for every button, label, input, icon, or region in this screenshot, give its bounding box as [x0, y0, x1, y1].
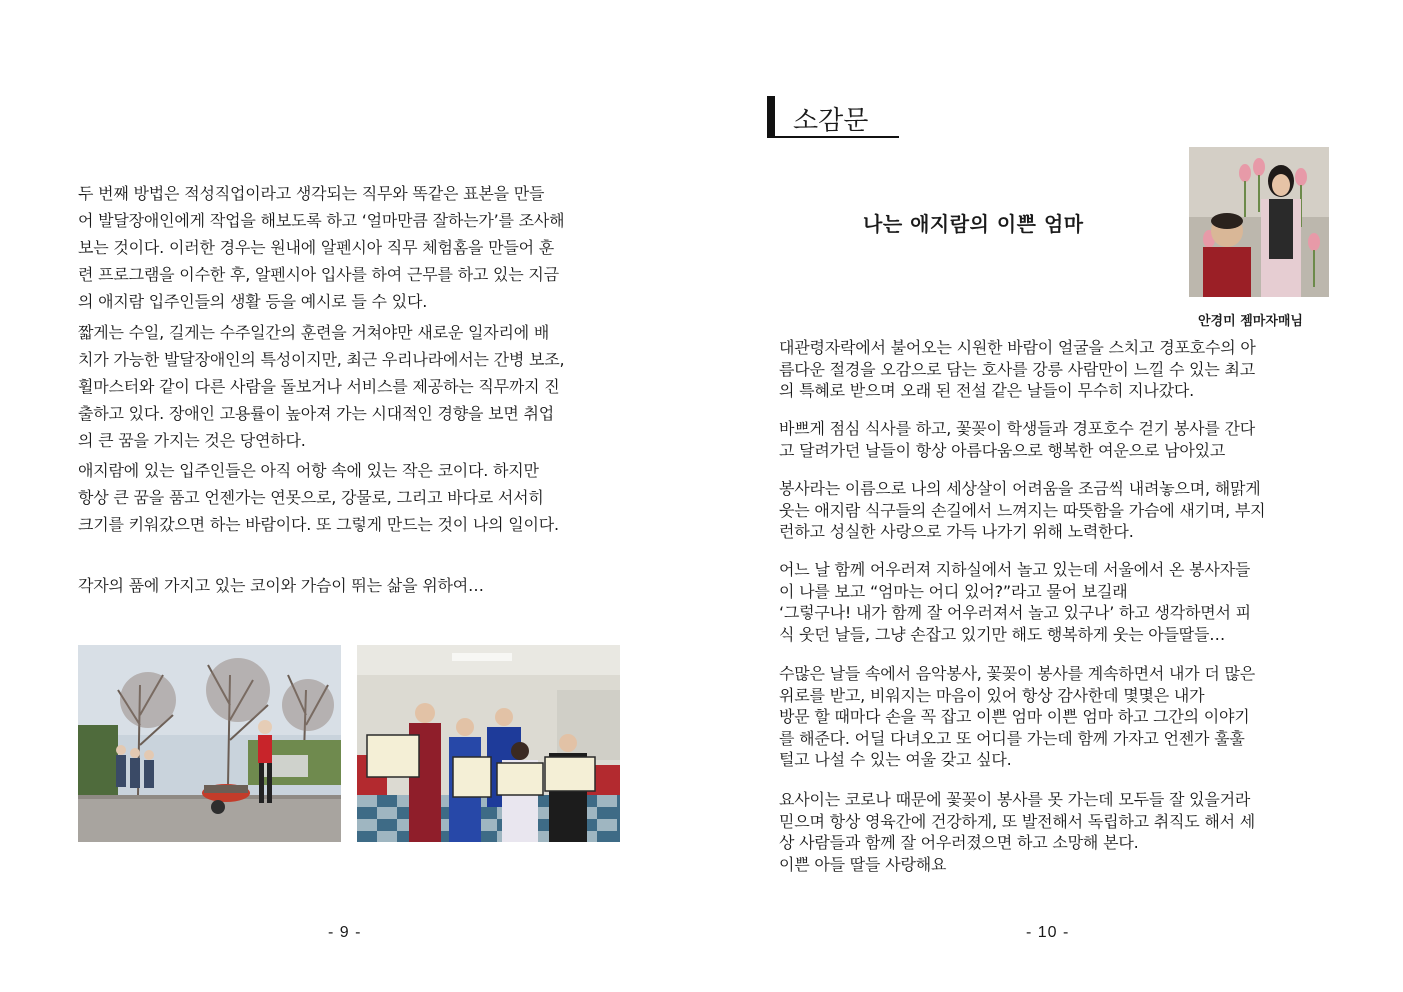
- author-photo: [1189, 147, 1329, 297]
- text-line: 고 달려가던 날들이 항상 아름다움으로 행복한 여운으로 남아있고: [779, 440, 1226, 460]
- author-name: 안경미 젬마자매님: [1198, 314, 1303, 329]
- text-line: 믿으며 항상 영육간에 건강하게, 또 발전해서 독립하고 취직도 해서 세: [779, 811, 1256, 831]
- body-paragraph: [779, 663, 1322, 771]
- text-line: 의 특혜로 받으며 오래 된 전설 같은 날들이 무수히 지나갔다.: [779, 381, 1195, 400]
- text-line: 대관령자락에서 불어오는 시원한 바람이 얼굴을 스치고 경포호수의 아: [779, 338, 1256, 357]
- body-paragraph: [779, 418, 1322, 461]
- text-line: 치가 가능한 발달장애인의 특성이지만, 최근 우리나라에서는 간병 보조,: [78, 350, 565, 369]
- body-paragraph: [779, 337, 1322, 402]
- text-line: 어느 날 함께 어우러져 지하실에서 놀고 있는데 서울에서 온 봉사자들: [779, 560, 1251, 579]
- text-line: 의 애지람 입주인들의 생활 등을 예시로 들 수 있다.: [78, 292, 428, 311]
- text-line: 보는 것이다. 이러한 경우는 원내에 알펜시아 직무 체험홈을 만들어 훈: [78, 238, 555, 257]
- text-line: 이쁜 아들 딸들 사랑해요: [779, 854, 947, 874]
- page-number: - 9 -: [328, 924, 362, 941]
- text-line: 웃는 애지람 식구들의 손길에서 느껴지는 따뜻함을 가슴에 새기며, 부지: [779, 500, 1266, 520]
- section-title: [767, 96, 899, 138]
- text-line: 위로를 받고, 비워지는 마음이 있어 항상 감사한데 몇몇은 내가: [779, 685, 1205, 705]
- page-number: - 10 -: [1026, 924, 1070, 941]
- text-line: 봉사라는 이름으로 나의 세상살이 어려움을 조금씩 내려놓으며, 해맑게: [779, 479, 1261, 498]
- body-paragraph: [779, 478, 1322, 543]
- ceremony-photo: [357, 645, 620, 842]
- text-line: 식 웃던 날들, 그냥 손잡고 있기만 해도 행복하게 웃는 아들딸들…: [779, 624, 1226, 644]
- text-line: 각자의 품에 가지고 있는 코이와 가슴이 뛰는 삶을 위하여…: [78, 576, 484, 595]
- text-line: 름다운 절경을 오감으로 담는 호사를 강릉 사람만이 느낄 수 있는 최고: [779, 359, 1256, 379]
- essay-title: 나는 애지람의 이쁜 엄마: [863, 212, 1084, 236]
- body-paragraph: [78, 457, 623, 538]
- text-line: 방문 할 때마다 손을 꼭 잡고 이쁜 엄마 이쁜 엄마 하고 그간의 이야기: [779, 707, 1250, 726]
- text-line: 크기를 키워갔으면 하는 바람이다. 또 그렇게 만드는 것이 나의 일이다.: [78, 515, 559, 534]
- right-page: [701, 0, 1403, 992]
- text-line: 어 발달장애인에게 작업을 해보도록 하고 ‘얼마만큼 잘하는가’를 조사해: [78, 211, 565, 230]
- text-line: 바쁘게 점심 식사를 하고, 꽃꽂이 학생들과 경포호수 걷기 봉사를 간다: [779, 419, 1256, 438]
- text-line: 짧게는 수일, 길게는 수주일간의 훈련을 거쳐야만 새로운 일자리에 배: [78, 323, 550, 342]
- body-paragraph: [78, 319, 623, 454]
- garden-photo: [78, 645, 341, 842]
- body-paragraph: [78, 180, 623, 315]
- text-line: 항상 큰 꿈을 품고 언젠가는 연못으로, 강물로, 그리고 바다로 서서히: [78, 488, 544, 507]
- text-line: 상 사람들과 함께 잘 어우러졌으면 하고 소망해 본다.: [779, 833, 1139, 852]
- text-line: 요사이는 코로나 때문에 꽃꽂이 봉사를 못 가는데 모두들 잘 있을거라: [779, 790, 1251, 809]
- text-line: 휠마스터와 같이 다른 사람을 돌보거나 서비스를 제공하는 직무까지 진: [78, 377, 560, 396]
- text-line: 의 큰 꿈을 가지는 것은 당연하다.: [78, 431, 306, 450]
- text-line: 털고 나설 수 있는 여울 갖고 싶다.: [779, 750, 1012, 769]
- text-line: 이 나를 보고 “엄마는 어디 있어?”라고 물어 보길래: [779, 581, 1128, 601]
- text-line: 두 번째 방법은 적성직업이라고 생각되는 직무와 똑같은 표본을 만들: [78, 184, 545, 203]
- text-line: 애지람에 있는 입주인들은 아직 어항 속에 있는 작은 코이다. 하지만: [78, 461, 539, 480]
- text-line: 출하고 있다. 장애인 고용률이 높아져 가는 시대적인 경향을 보면 취업: [78, 404, 555, 423]
- text-line: ‘그렇구나! 내가 함께 잘 어우러져서 놀고 있구나’ 하고 생각하면서 피: [779, 603, 1251, 622]
- closing-line: [78, 574, 623, 598]
- text-line: 를 해준다. 어딜 다녀오고 또 어디를 가는데 함께 가자고 언젠가 훌훌: [779, 728, 1245, 748]
- body-paragraph: [779, 789, 1322, 875]
- left-page: [0, 0, 701, 992]
- text-line: 련 프로그램을 이수한 후, 알펜시아 입사를 하여 근무를 하고 있는 지금: [78, 265, 559, 284]
- text-line: 수많은 날들 속에서 음악봉사, 꽃꽂이 봉사를 계속하면서 내가 더 많은: [779, 664, 1256, 683]
- section-title-text: 소감문: [793, 106, 869, 136]
- body-paragraph: [779, 559, 1322, 645]
- text-line: 런하고 성실한 사랑으로 가득 나가기 위해 노력한다.: [779, 522, 1134, 541]
